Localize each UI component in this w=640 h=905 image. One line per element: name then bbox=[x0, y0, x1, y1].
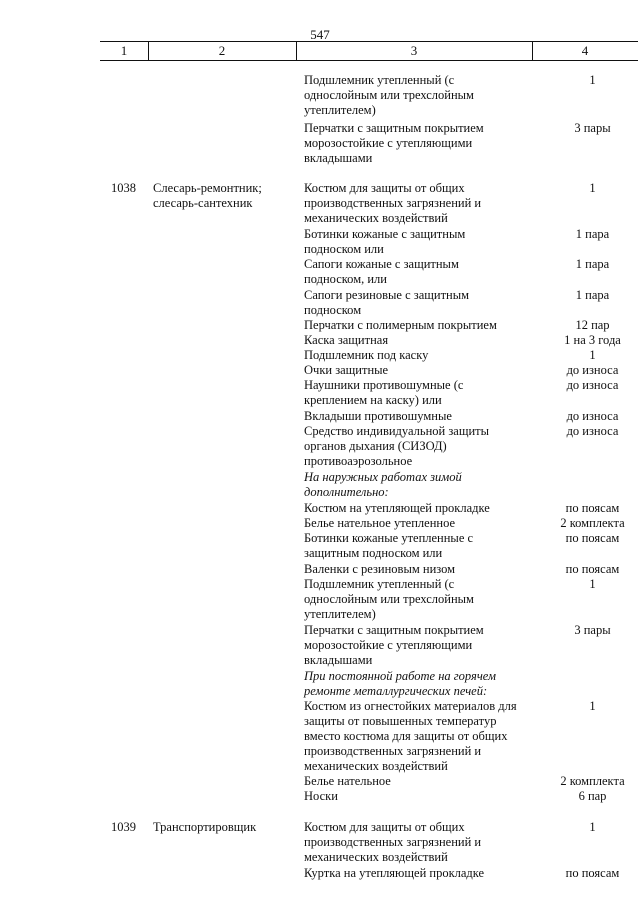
equipment-name: Сапоги кожаные с защитным подноском, или bbox=[304, 257, 459, 286]
issue-norm: по поясам bbox=[565, 531, 620, 545]
issue-norm: 3 пары bbox=[574, 623, 611, 637]
issue-norm: 1 пара bbox=[575, 227, 610, 241]
equipment-name: Белье нательное утепленное bbox=[304, 516, 456, 530]
issue-norm: по поясам bbox=[565, 501, 620, 515]
header-col-1: 1 bbox=[120, 43, 128, 58]
issue-norm: 6 пар bbox=[578, 789, 607, 803]
equipment-name: Подшлемник под каску bbox=[304, 348, 429, 362]
equipment-name: Подшлемник утепленный (с однослойным или трехслойным утеплителем) bbox=[304, 73, 474, 117]
header-col-3: 3 bbox=[410, 43, 418, 58]
equipment-name: Перчатки с защитным покрытием морозостойкие с утепляющими вкладышами bbox=[304, 623, 484, 667]
equipment-name: Средство индивидуальной защиты органов дыхания (СИЗОД) противоаэрозольное bbox=[304, 424, 490, 468]
issue-norm: 2 комплекта bbox=[560, 774, 625, 788]
issue-norm: 3 пары bbox=[574, 121, 611, 135]
page-number: 547 bbox=[310, 27, 330, 42]
profession-name: Транспортировщик bbox=[153, 820, 257, 834]
equipment-name: Костюм для защиты от общих производственных загрязнений и механических воздействий bbox=[304, 820, 482, 864]
equipment-name: Перчатки с защитным покрытием морозостойкие с утепляющими вкладышами bbox=[304, 121, 484, 165]
issue-norm: по поясам bbox=[565, 866, 620, 880]
issue-norm: 1 bbox=[589, 820, 596, 834]
equipment-name: Наушники противошумные (с креплением на каску) или bbox=[304, 378, 464, 407]
item-number: 1038 bbox=[111, 181, 136, 195]
item-number: 1039 bbox=[111, 820, 136, 834]
profession-name: Слесарь-ремонтник; слесарь-сантехник bbox=[153, 181, 262, 210]
issue-norm: до износа bbox=[566, 424, 619, 438]
issue-norm: 1 bbox=[589, 699, 596, 713]
equipment-name: Костюм на утепляющей прокладке bbox=[304, 501, 490, 515]
equipment-name: Подшлемник утепленный (с однослойным или трехслойным утеплителем) bbox=[304, 577, 474, 621]
issue-norm: 1 bbox=[589, 577, 596, 591]
equipment-name: Очки защитные bbox=[304, 363, 389, 377]
equipment-name: Сапоги резиновые с защитным подноском bbox=[304, 288, 470, 317]
issue-norm: до износа bbox=[566, 409, 619, 423]
header-col-2: 2 bbox=[218, 43, 226, 58]
issue-norm: 1 bbox=[589, 181, 596, 195]
issue-norm: по поясам bbox=[565, 562, 620, 576]
equipment-name: Носки bbox=[304, 789, 338, 803]
equipment-name: Белье нательное bbox=[304, 774, 391, 788]
issue-norm: 1 пара bbox=[575, 288, 610, 302]
issue-norm: 1 bbox=[589, 73, 596, 87]
equipment-name: Вкладыши противошумные bbox=[304, 409, 452, 423]
equipment-name: При постоянной работе на горячем ремонте металлургических печей: bbox=[304, 669, 496, 698]
equipment-name: Ботинки кожаные с защитным подноском или bbox=[304, 227, 466, 256]
equipment-name: Костюм из огнестойких материалов для защиты от повышенных температур вместо костюма для защиты от общих производственных загрязнений и механических воздействий bbox=[304, 699, 517, 773]
issue-norm: 1 bbox=[589, 348, 596, 362]
equipment-name: Костюм для защиты от общих производственных загрязнений и механических воздействий bbox=[304, 181, 482, 225]
equipment-name: Валенки с резиновым низом bbox=[304, 562, 456, 576]
table-header bbox=[100, 41, 638, 61]
equipment-name: Перчатки с полимерным покрытием bbox=[304, 318, 497, 332]
issue-norm: 1 пара bbox=[575, 257, 610, 271]
equipment-name: Ботинки кожаные утепленные с защитным подноском или bbox=[304, 531, 474, 560]
equipment-name: На наружных работах зимой дополнительно: bbox=[304, 470, 462, 499]
equipment-name: Каска защитная bbox=[304, 333, 389, 347]
issue-norm: до износа bbox=[566, 378, 619, 392]
header-col-4: 4 bbox=[581, 43, 589, 58]
issue-norm: 2 комплекта bbox=[560, 516, 625, 530]
equipment-name: Куртка на утепляющей прокладке bbox=[304, 866, 485, 880]
issue-norm: 12 пар bbox=[575, 318, 610, 332]
issue-norm: 1 на 3 года bbox=[564, 333, 621, 347]
issue-norm: до износа bbox=[566, 363, 619, 377]
